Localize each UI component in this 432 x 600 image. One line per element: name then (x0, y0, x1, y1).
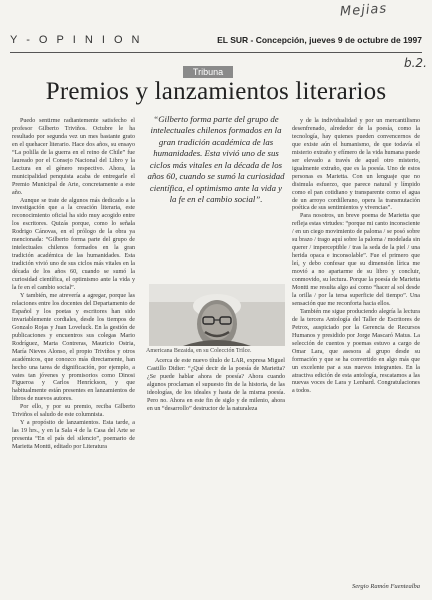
headline: Premios y lanzamientos literarios (45, 78, 387, 105)
author-photo (149, 284, 285, 346)
newspaper-dateline: EL SUR - Concepción, jueves 9 de octubre de 1997 (217, 35, 422, 45)
paragraph: Y a propósito de lanzamientos. Esta tarde, a las 19 hrs., y en la Sala 4 de la Casa del Arte se presenta “En el país del silencio”, poemario de Marietta Montti, editado por Literatura (12, 420, 135, 451)
column-left (12, 118, 135, 452)
paragraph: Por ello, y por su premio, reciba Gilberto Triviños el saludo de este columnista. (12, 404, 135, 419)
paragraph: y de la individualidad y por un mercantilismo desenfrenado, alrededor de la poesía, como la tecnología, hay quienes pueden convencernos de que existe aún el humanismo, de que todavía el misterio extraño y efímero de la vida humana puede ser elevado a través de aquel otro misterio, igualmente extraño, que es la poesía. Uno de estos personas es Marietta. Con un lenguaje que no disimula esfuerzo, que parece natural y límpido como el pan cotidiano y transparente como el agua de un arroyo cordillerano, opera la transmutación poética de sus sentimientos y vivencias”. (292, 118, 420, 212)
paragraph: Acerca de este nuevo título de LAR, expresa Miguel Castillo Didier: “¿Qué decir de la poesía de Marietta? ¿Se puede hablar ahora de poesía? Ahora cuando algunos proclaman el supuesto fin de la historia, de las ideologías, de los ideales y hasta de la misma poesía. Pero no. Ahora en este fin de siglo y de milenio, ahora en un “desarrollo” destructor de la naturaleza (147, 358, 285, 412)
handwritten-note: Mejias (339, 1, 388, 20)
paragraph: Para nosotros, un breve poema de Marietta que refleja estas virtudes: “porque mi canto inconsciente / en un ciego movimiento de paloma / se posó sobre su brazo / trago aquí sobre la paloma / modelada sin querer / imperceptible / tras la seda de la piel / una herida opaca e inconsolable”. Fue el primero que leí, y debo confesar que su dimensión lírica me movió a no apartarme de su libro y concluir, conmovido, su lectura. Porque la poesía de Marietta Montti me resulta algo así como “hacer al sol desde la orilla / por la tersa superficie del tiempo”. Una sensación que me reconforta hacia ellos. (292, 213, 420, 307)
section-label: Y - O P I N I O N (10, 34, 143, 46)
paragraph: Aunque se trate de algunos más dedicado a la investigación que a la creación literaria, este reconocimiento oficial ha sido muy acogido entre los escritores. Quizás porque, como lo señala Rodrigo Cánovas, en el prólogo de la obra ya mencionada: “Gilberto forma parte del grupo de intelectuales chilenos formados en la gran tradición académica de las humanidades. Esta tradición vivió uno de sus ciclos más vitales en la década de los años 60, cuando se sumó la curiosidad científica, el optimismo ante la vida y la fe en el cambio social”. (12, 197, 135, 292)
paragraph: También me sigue produciendo alegría la lectura de la tercera Antología del Taller de Escritores de Petrox, auspiciado por la Gerencia de Recursos Humanos y presidido por Jorge Mascaró Matus. La selección de cuentos y poemas estuvo a cargo de Omar Lara, que asesora al grupo desde su formación y que se ha convertido en algo más que un excelente par a sus nuevos integrantes. En la atractiva edición de esta antología, rescatamos a las nuevas voces de Lara y Lenhard. Congratulaciones a todos. (292, 308, 420, 395)
page-header (10, 30, 422, 53)
kicker-badge: Tribuna (183, 66, 233, 78)
pull-quote: “Gilberto forma parte del grupo de intelectuales chilenos formados en la gran tradición académica de las humanidades. Esta vivió uno de sus ciclos más vitales en la década de los años 60, cuando se sumó la curiosidad científica, el optimismo ante la vida y la fe en el cambio social”. (147, 114, 285, 205)
paragraph: Y también, me atrevería a agregar, porque las relaciones entre los docentes del Departamento de Español y los poetas y escritores han sido invariablemente cordiales, desde los tiempos de Gonzalo Rojas y Juan Loveluck. En la gestión de publicaciones y encuentros sus colegas Mario Rodríguez, Marta Contreras, Mauricio Ostria, María Nieves Alonso, el propio Triviños y otros académicos, que conozco más directamente, han hecho una tarea de dignificación, por ejemplo, a vates tan jóvenes y promisorios como Dinosi Figueroa y Carlos Henríckson, y que habitualmente están presentes en lanzamientos de libros de nuevos autores. (12, 292, 135, 403)
handwritten-page-number: b.2. (404, 56, 427, 70)
column-right (292, 118, 420, 396)
paragraph: Puedo sentirme radiantemente satisfecho el profesor Gilberto Triviños. Octubre le ha resultado por segunda vez un mes bastante grato en el quehacer literario. Hace dos años, su ensayo “La polilla de la guerra en el reino de Chile” fue laureado por el Consejo Nacional del Libro y la Lectura en el género respectivo. Ahora, la municipalidad penquista acaba de entregarle el Premio Municipal de Arte, concretamente a este año. (12, 118, 135, 196)
author-signature: Sergio Ramón Fuentealba (352, 583, 420, 590)
column-middle (147, 358, 285, 414)
photo-caption: Americana Bezaida, en su Colección Trilce. (146, 348, 252, 354)
